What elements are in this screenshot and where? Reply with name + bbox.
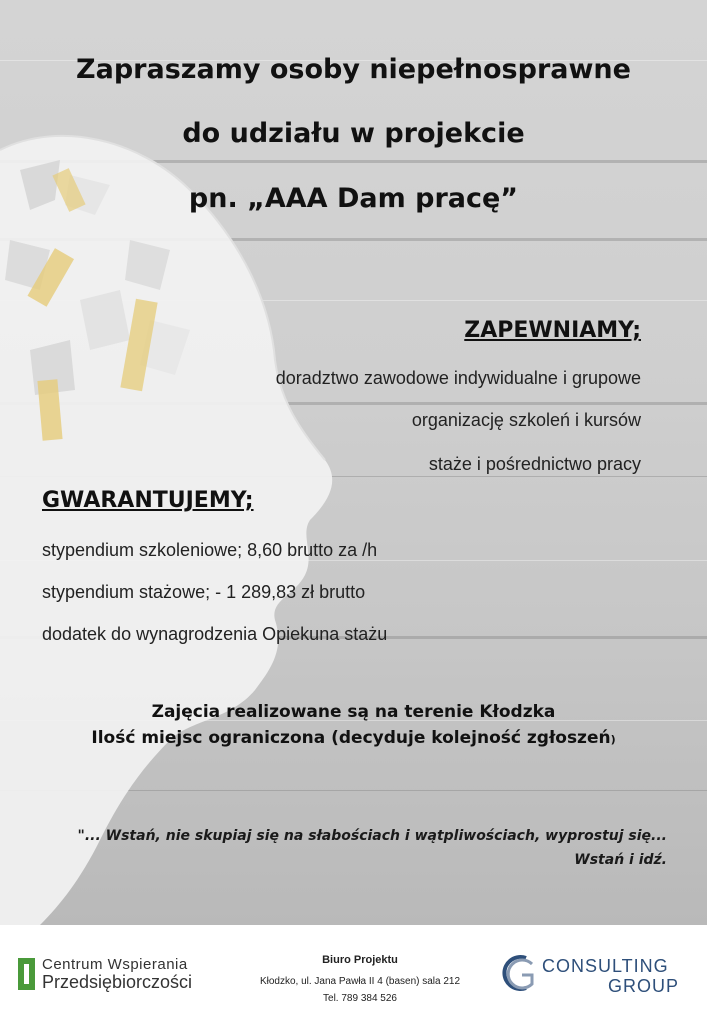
cwp-logo-icon — [18, 958, 35, 990]
quote-line-1: "... Wstań, nie skupiaj się na słabościach i wątpliwościach, wyprostuj się... — [77, 828, 667, 844]
title-line-1: Zapraszamy osoby niepełnosprawne — [76, 54, 631, 85]
info-places-end: ) — [610, 733, 616, 746]
offer-item: organizację szkoleń i kursów — [411, 410, 641, 430]
info-location: Zajęcia realizowane są na terenie Kłodzka — [151, 702, 556, 722]
cwp-logo-line-1: Centrum Wspierania — [42, 956, 188, 973]
office-address: Kłodzko, ul. Jana Pawła II 4 (basen) sala 212 — [259, 976, 461, 987]
info-places — [0, 728, 707, 748]
guarantee-heading: GWARANTUJEMY; — [42, 488, 254, 513]
title-line-3: pn. „AAA Dam pracę” — [188, 183, 519, 214]
quote-line-2: Wstań i idź. — [574, 852, 667, 868]
office-title: Biuro Projektu — [322, 954, 398, 966]
guarantee-item: stypendium szkoleniowe; 8,60 brutto za /h — [42, 540, 378, 560]
offer-heading: ZAPEWNIAMY; — [464, 318, 641, 343]
office-phone: Tel. 789 384 526 — [323, 993, 397, 1004]
guarantee-item: dodatek do wynagrodzenia Opiekuna stażu — [42, 624, 388, 644]
cg-logo-line-1: CONSULTING — [542, 956, 669, 976]
guarantee-item: stypendium stażowe; - 1 289,83 zł brutto — [42, 582, 366, 602]
consulting-group-logo-icon — [496, 950, 540, 996]
offer-item: staże i pośrednictwo pracy — [428, 454, 641, 474]
info-places-text: Ilość miejsc ograniczona (decyduje kolejność zgłoszeń — [91, 728, 611, 748]
title-line-2: do udziału w projekcie — [182, 118, 525, 149]
cwp-logo-line-2: Przedsiębiorczości — [42, 972, 193, 992]
cg-logo-line-2: GROUP — [608, 976, 680, 996]
offer-item: doradztwo zawodowe indywidualne i grupowe — [275, 368, 641, 388]
